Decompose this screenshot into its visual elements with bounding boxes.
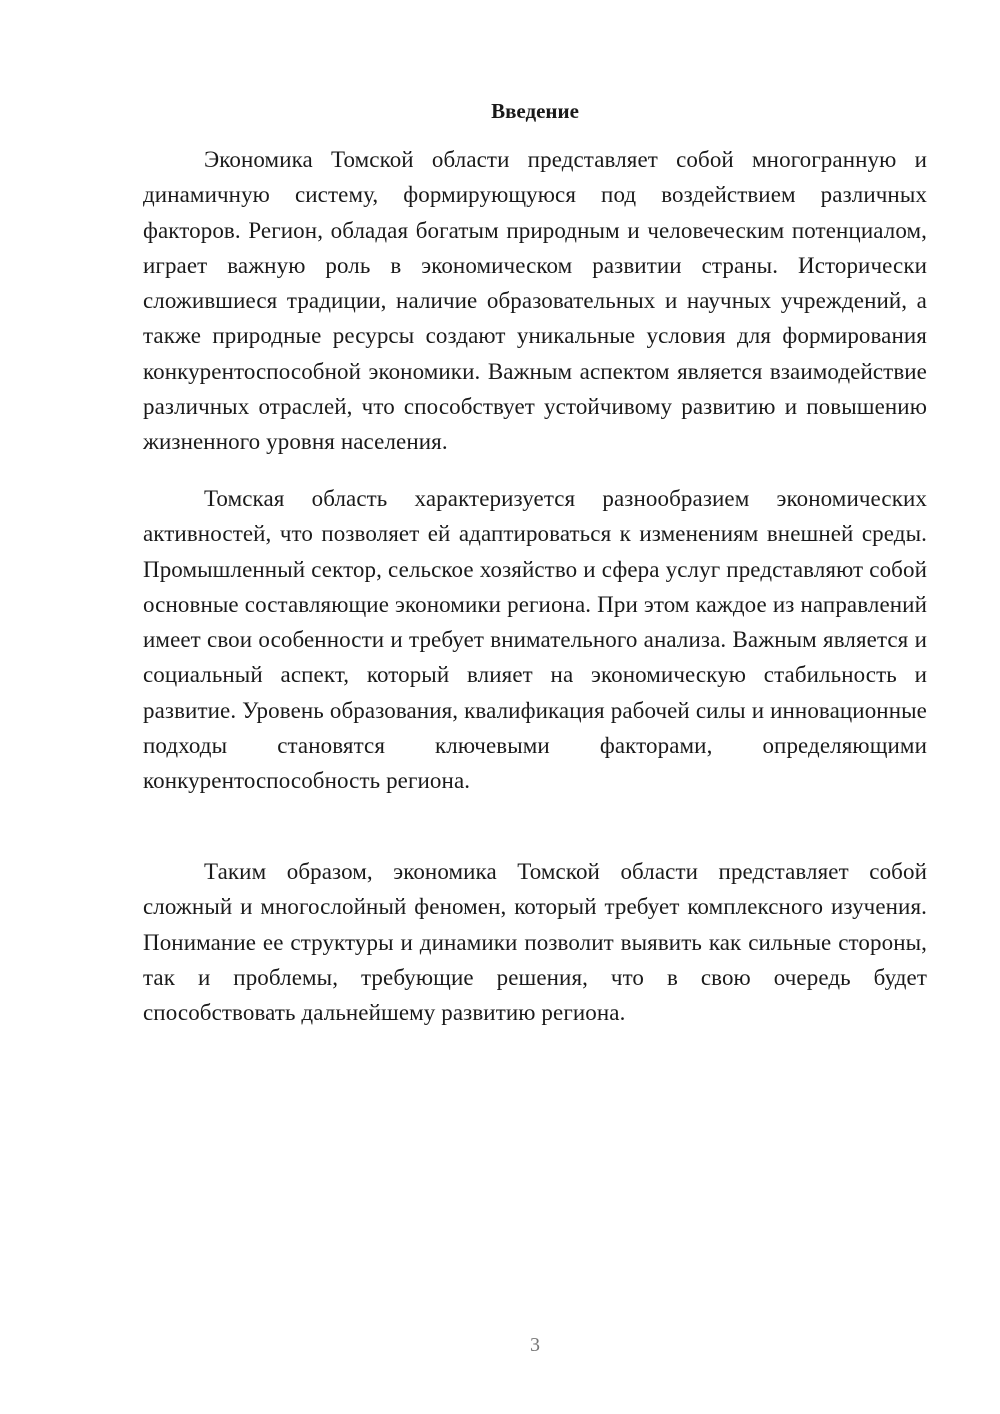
page-number: 3 — [530, 1334, 540, 1356]
paragraph-1: Экономика Томской области представляет собой многогранную и динамичную систему, формирующуюся под воздействием различных факторов. Регион, обладая богатым природным и человеческим потенциалом, играет важную роль в экономическом развитии страны. Исторически сложившиеся традиции, наличие образовательных и научных учреждений, а также природные ресурсы создают уникальные условия для формирования конкурентоспособной экономики. Важным аспектом является взаимодействие различных отраслей, что способствует устойчивому развитию и повышению жизненного уровня населения. — [143, 147, 927, 455]
paragraph-2: Томская область характеризуется разнообразием экономических активностей, что позволяет ей адаптироваться к изменениям внешней среды. Промышленный сектор, сельское хозяйство и сфера услуг представляют собой основные составляющие экономики региона. При этом каждое из направлений имеет свои особенности и требует внимательного анализа. Важным является и социальный аспект, который влияет на экономическую стабильность и развитие. Уровень образования, квалификация рабочей силы и инновационные подходы становятся ключевыми факторами, определяющими конкурентоспособность региона. — [143, 486, 927, 794]
paragraph-3: Таким образом, экономика Томской области представляет собой сложный и многослойный феномен, который требует комплексного изучения. Понимание ее структуры и динамики позволит выявить как сильные стороны, так и проблемы, требующие решения, что в свою очередь будет способствовать дальнейшему развитию региона. — [143, 859, 927, 1026]
section-heading: Введение — [491, 99, 579, 123]
